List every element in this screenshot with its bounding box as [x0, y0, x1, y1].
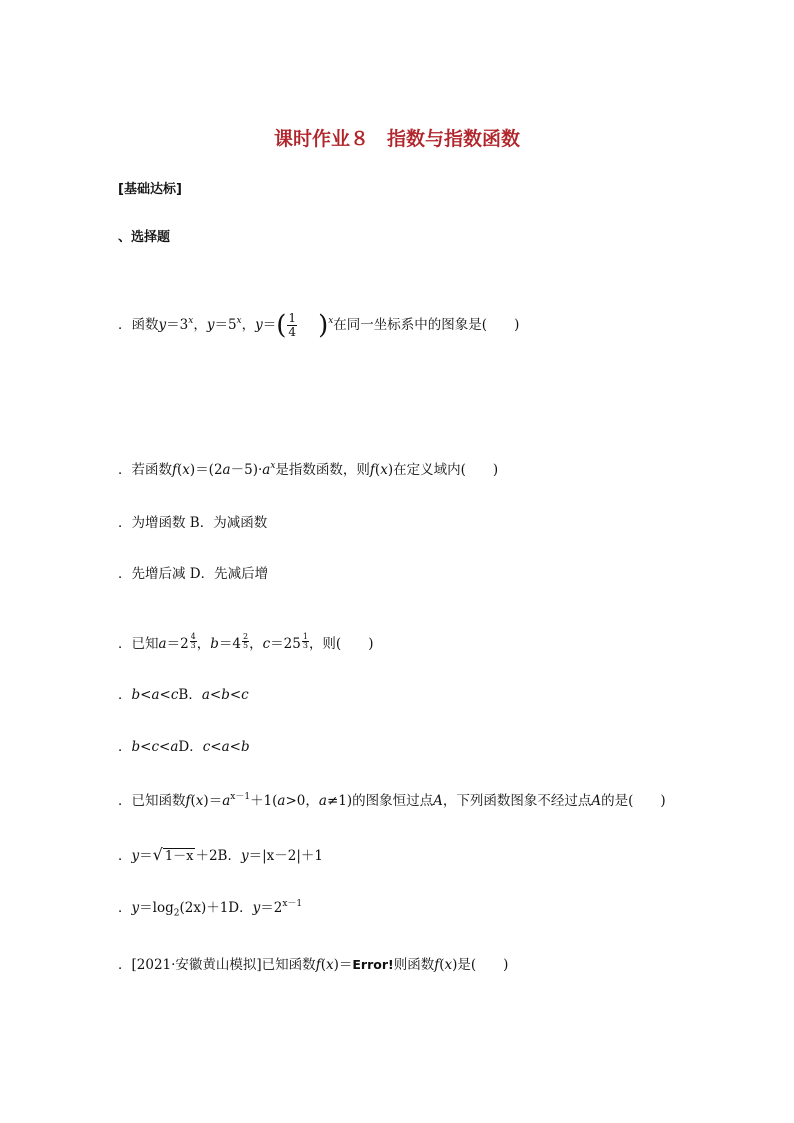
title-part2: 指数与指数函数	[387, 128, 521, 150]
question-2-options-cd: ．先增后减 D．先减后增	[118, 566, 269, 582]
question-5: ．[2021·安徽黄山模拟]已知函数f(x)＝Error!则函数f(x)是( )	[118, 957, 509, 973]
question-1: ．函数$y=3^x$，$y=5^x$，y＝( $\frac{1}{4}$ )$^x$在同一坐标系中的图象是( )	[118, 310, 520, 341]
question-2: ．若函数$f(x)=(2a-5)\cdot a^x$是指数函数，则f(x)在定义域内( )	[118, 461, 499, 478]
question-4-options-ab: ．y＝√ 1－x ＋2B．y＝|x－2|＋1	[118, 845, 323, 864]
question-4: ．已知函数$f(x)=a^{x-1}+1(a>0$，a≠1)的图象恒过点A，下列函数图象不经过点A的是( )	[118, 792, 666, 809]
subsection-heading: 、选择题	[118, 230, 171, 245]
question-3-options-ab: ．b<a<cB．a<b<c	[118, 687, 249, 703]
page-title	[0, 124, 794, 151]
question-4-options-cd: ．$y=\log_2(2x)+1D$．$y=2^{x-1}$	[118, 899, 303, 919]
section-heading: [基础达标]	[118, 182, 182, 197]
question-3-options-cd: ．b<c<aD．c<a<b	[118, 739, 250, 755]
question-2-options-ab: ．为增函数 B．为减函数	[118, 515, 268, 531]
title-part1: 课时作业８	[273, 128, 369, 150]
fraction-one-quarter: $\frac{1}{4}$	[288, 311, 297, 339]
sqrt-expression: √ 1－x	[152, 845, 194, 864]
question-3: ．已知a＝2 $\frac{4}{3}$ ，b＝4 $\frac{2}{5}$ ，c＝25 $\frac{1}{3}$ ，则( )	[118, 632, 374, 652]
